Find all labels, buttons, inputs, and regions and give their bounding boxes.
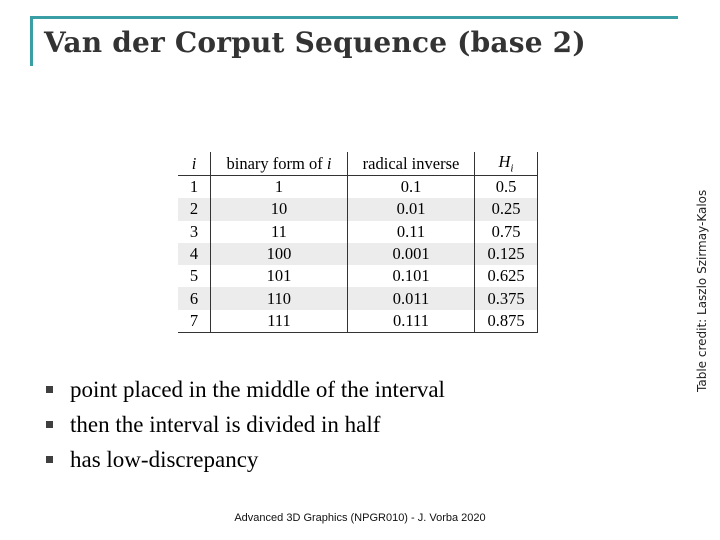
header-binary-label: binary form of	[226, 153, 327, 173]
header-h-sub: i	[510, 162, 514, 175]
cell-h: 0.5	[475, 176, 538, 199]
title-frame-top-rule	[30, 16, 678, 19]
cell-h: 0.25	[475, 198, 538, 220]
slide-title: Van der Corput Sequence (base 2)	[44, 26, 586, 59]
cell-i: 5	[178, 265, 211, 287]
cell-radical-inverse: 0.011	[348, 287, 475, 309]
header-h	[475, 152, 538, 176]
cell-h: 0.375	[475, 287, 538, 309]
header-radical-inverse: radical inverse	[348, 152, 475, 176]
cell-radical-inverse: 0.1	[348, 176, 475, 199]
table-row	[178, 310, 538, 333]
table-row	[178, 243, 538, 265]
table-row	[178, 287, 538, 309]
bullet-text: then the interval is divided in half	[70, 411, 381, 437]
bullet-square-icon	[46, 456, 53, 463]
cell-i: 3	[178, 221, 211, 243]
cell-radical-inverse: 0.111	[348, 310, 475, 333]
cell-i: 4	[178, 243, 211, 265]
header-binary-var: i	[326, 153, 332, 173]
cell-h: 0.125	[475, 243, 538, 265]
bullet-item	[44, 372, 445, 407]
cell-i: 1	[178, 176, 211, 199]
bullet-text: has low-discrepancy	[70, 446, 259, 472]
cell-binary: 1	[211, 176, 348, 199]
cell-binary: 110	[211, 287, 348, 309]
table-row	[178, 265, 538, 287]
title-frame-left-rule	[30, 16, 33, 66]
cell-h: 0.875	[475, 310, 538, 333]
bullet-square-icon	[46, 421, 53, 428]
cell-i: 7	[178, 310, 211, 333]
cell-radical-inverse: 0.001	[348, 243, 475, 265]
bullet-square-icon	[46, 386, 53, 393]
cell-binary: 100	[211, 243, 348, 265]
table-row	[178, 176, 538, 199]
cell-binary: 111	[211, 310, 348, 333]
bullet-item	[44, 442, 445, 477]
slide-footer: Advanced 3D Graphics (NPGR010) - J. Vorba 2020	[234, 512, 486, 524]
bullet-item	[44, 407, 445, 442]
cell-h: 0.625	[475, 265, 538, 287]
cell-h: 0.75	[475, 221, 538, 243]
bullet-list	[44, 372, 445, 477]
bullet-text: point placed in the middle of the interval	[70, 376, 445, 402]
table-row	[178, 198, 538, 220]
table-credit: Table credit: Laszlo Szirmay-Kalos	[695, 189, 709, 392]
cell-binary: 101	[211, 265, 348, 287]
van-der-corput-table	[178, 152, 538, 333]
cell-radical-inverse: 0.101	[348, 265, 475, 287]
cell-i: 2	[178, 198, 211, 220]
cell-radical-inverse: 0.11	[348, 221, 475, 243]
cell-binary: 11	[211, 221, 348, 243]
table-row	[178, 221, 538, 243]
cell-i: 6	[178, 287, 211, 309]
header-i: i	[178, 152, 211, 176]
cell-radical-inverse: 0.01	[348, 198, 475, 220]
header-binary	[211, 152, 348, 176]
table-header-row	[178, 152, 538, 176]
header-h-main: H	[498, 152, 511, 172]
table-body	[178, 176, 538, 333]
cell-binary: 10	[211, 198, 348, 220]
